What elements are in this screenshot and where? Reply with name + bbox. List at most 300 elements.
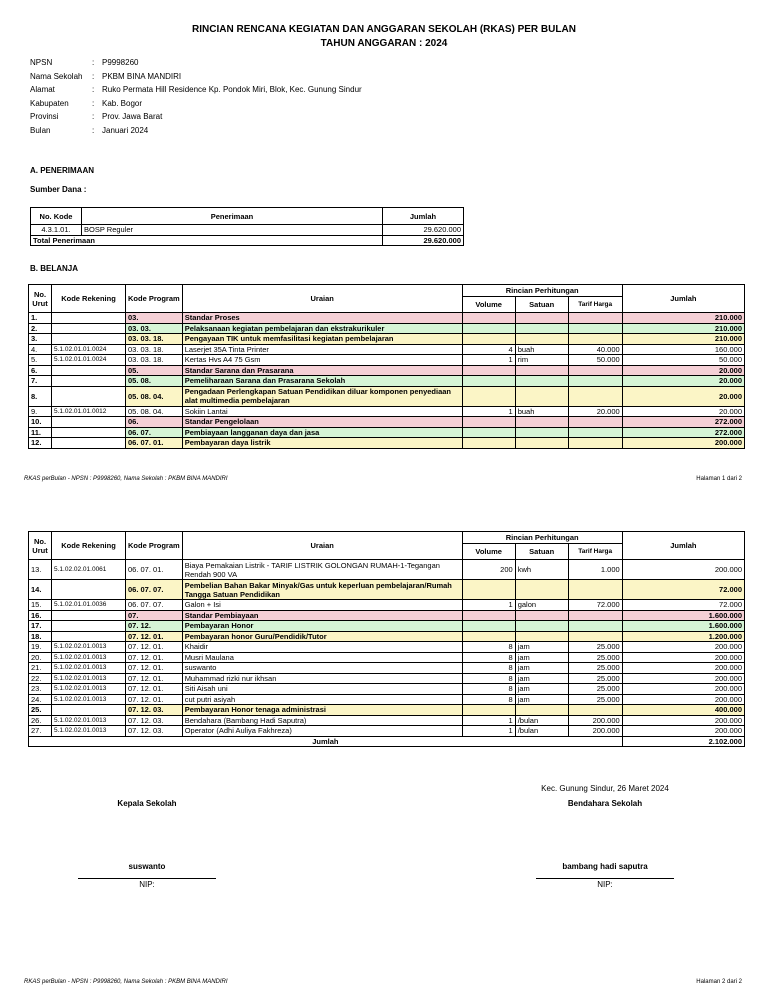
footer-text-page1: RKAS perBulan - NPSN : P9998260, Nama Sekolah : PKBM BINA MANDIRI <box>24 476 228 482</box>
cell-jumlah: 272.000 <box>622 417 744 428</box>
col-rincian: Rincian Perhitungan <box>462 285 622 297</box>
cell-volume <box>462 386 515 406</box>
col-no-urut: No. Urut <box>29 532 52 560</box>
cell-no: 25. <box>29 705 52 716</box>
cell-jumlah: 72.000 <box>622 580 744 600</box>
cell-tarif <box>568 580 622 600</box>
col-uraian: Uraian <box>182 532 462 560</box>
cell-tarif: 25.000 <box>568 642 622 653</box>
cell-kode-rekening <box>52 438 126 449</box>
cell-tarif: 25.000 <box>568 652 622 663</box>
cell-tarif: 25.000 <box>568 694 622 705</box>
cell-satuan <box>515 417 568 428</box>
table-row <box>29 417 745 428</box>
cell-no: 21. <box>29 663 52 674</box>
cell-kode-program: 03. 03. 18. <box>126 355 183 366</box>
cell-no: 2. <box>29 323 52 334</box>
cell-satuan <box>515 438 568 449</box>
cell-uraian: Muhammad rizki nur ikhsan <box>182 673 462 684</box>
cell-jumlah: 20.000 <box>622 386 744 406</box>
cell-volume: 8 <box>462 684 515 695</box>
cell-no: 9. <box>29 406 52 417</box>
penerimaan-table <box>30 207 464 246</box>
section-penerimaan-heading: A. PENERIMAAN <box>30 166 95 175</box>
table-row <box>29 642 745 653</box>
cell-jumlah: 200.000 <box>622 673 744 684</box>
right-signer-title: Bendahara Sekolah <box>567 799 643 808</box>
cell-jumlah: 200.000 <box>622 642 744 653</box>
cell-no: 22. <box>29 673 52 684</box>
cell-kode-program: 03. 03. <box>126 323 183 334</box>
place-date: Kec. Gunung Sindur, 26 Maret 2024 <box>541 784 669 793</box>
table-row <box>29 355 745 366</box>
cell-volume: 8 <box>462 652 515 663</box>
cell-kode-rekening: 5.1.02.02.01.0013 <box>52 684 126 695</box>
cell-kode-rekening: 5.1.02.02.01.0013 <box>52 715 126 726</box>
cell-no: 5. <box>29 355 52 366</box>
total-row <box>29 736 745 747</box>
cell-satuan: buah <box>515 344 568 355</box>
cell-tarif: 25.000 <box>568 684 622 695</box>
cell-uraian: Khaidir <box>182 642 462 653</box>
cell-volume <box>462 417 515 428</box>
left-nip: NIP: <box>139 880 155 889</box>
cell-kode-rekening <box>52 580 126 600</box>
belanja-table-page2 <box>28 531 745 747</box>
cell-kode-program: 06. 07. 07. <box>126 600 183 611</box>
cell-jumlah: 1.600.000 <box>622 610 744 621</box>
cell-kode-rekening <box>52 610 126 621</box>
cell-tarif <box>568 427 622 438</box>
info-colon: : <box>92 85 95 95</box>
table-row <box>29 344 745 355</box>
cell-no: 19. <box>29 642 52 653</box>
cell-kode-program: 07. 12. 03. <box>126 705 183 716</box>
left-signer-title: Kepala Sekolah <box>117 799 177 808</box>
cell-volume: 1 <box>462 715 515 726</box>
cell-volume <box>462 334 515 345</box>
cell-kode-program: 07. 12. 01. <box>126 684 183 695</box>
cell-kode-program: 07. 12. 01. <box>126 652 183 663</box>
cell-kode-rekening <box>52 313 126 324</box>
cell-tarif <box>568 417 622 428</box>
cell-volume: 1 <box>462 726 515 737</box>
cell-jumlah: 20.000 <box>622 376 744 387</box>
cell-tarif <box>568 705 622 716</box>
cell-no: 10. <box>29 417 52 428</box>
cell-kode-program: 05. <box>126 365 183 376</box>
footer-page2: Halaman 2 dari 2 <box>696 979 742 985</box>
info-colon: : <box>92 98 95 108</box>
cell-kode-program: 07. 12. 01. <box>126 673 183 684</box>
cell-kode-rekening: 5.1.02.02.01.0061 <box>52 560 126 580</box>
cell-kode-rekening: 5.1.02.02.01.0013 <box>52 694 126 705</box>
info-value: Ruko Permata Hill Residence Kp. Pondok Miri, Blok, Kec. Gunung Sindur <box>102 85 362 95</box>
cell-jumlah: 20.000 <box>622 365 744 376</box>
total-amount: 2.102.000 <box>622 736 744 747</box>
cell-satuan: jam <box>515 663 568 674</box>
cell-volume <box>462 313 515 324</box>
cell-no: 13. <box>29 560 52 580</box>
table-row <box>29 610 745 621</box>
cell-no: 7. <box>29 376 52 387</box>
cell-jumlah: 200.000 <box>622 560 744 580</box>
cell-tarif <box>568 365 622 376</box>
table-row <box>29 560 745 580</box>
cell-tarif: 20.000 <box>568 406 622 417</box>
col-penerimaan: Penerimaan <box>82 208 383 225</box>
footer-page1: Halaman 1 dari 2 <box>696 476 742 482</box>
cell-kode-rekening: 5.1.02.01.01.0036 <box>52 600 126 611</box>
cell-jumlah: 200.000 <box>622 726 744 737</box>
col-kode-program: Kode Program <box>126 532 183 560</box>
right-signature-line <box>536 878 674 879</box>
cell-kode-program: 05. 08. 04. <box>126 386 183 406</box>
info-key: Provinsi <box>30 112 59 122</box>
cell-uraian: Musri Maulana <box>182 652 462 663</box>
footer-text-page2: RKAS perBulan - NPSN : P9998260, Nama Sekolah : PKBM BINA MANDIRI <box>24 979 228 985</box>
cell-tarif <box>568 334 622 345</box>
cell-no: 11. <box>29 427 52 438</box>
table-row <box>29 621 745 632</box>
cell-uraian: cut putri asiyah <box>182 694 462 705</box>
cell-tarif: 25.000 <box>568 673 622 684</box>
table-row <box>29 334 745 345</box>
cell-jumlah: 160.000 <box>622 344 744 355</box>
col-jumlah: Jumlah <box>622 285 744 313</box>
left-signer-name: suswanto <box>128 862 166 871</box>
cell-tarif: 200.000 <box>568 726 622 737</box>
cell-jumlah: 400.000 <box>622 705 744 716</box>
table-row <box>29 600 745 611</box>
cell-name: BOSP Reguler <box>82 225 383 236</box>
total-label: Jumlah <box>29 736 623 747</box>
cell-tarif: 25.000 <box>568 663 622 674</box>
cell-no: 12. <box>29 438 52 449</box>
cell-volume: 8 <box>462 642 515 653</box>
belanja-table-page1 <box>28 284 745 449</box>
cell-uraian: Standar Proses <box>182 313 462 324</box>
cell-no: 27. <box>29 726 52 737</box>
cell-no: 26. <box>29 715 52 726</box>
cell-kode-rekening: 5.1.02.01.01.0012 <box>52 406 126 417</box>
cell-volume <box>462 323 515 334</box>
cell-kode-rekening: 5.1.02.01.01.0024 <box>52 344 126 355</box>
table-row <box>29 406 745 417</box>
cell-no: 3. <box>29 334 52 345</box>
cell-kode-program: 07. 12. <box>126 621 183 632</box>
col-tarif: Tarif Harga <box>568 297 622 313</box>
cell-satuan: /bulan <box>515 715 568 726</box>
cell-volume: 1 <box>462 355 515 366</box>
table-row <box>29 313 745 324</box>
cell-uraian: Standar Pembiayaan <box>182 610 462 621</box>
info-key: NPSN <box>30 58 53 67</box>
left-signature-line <box>78 878 216 879</box>
info-row <box>30 83 362 97</box>
cell-satuan: jam <box>515 684 568 695</box>
cell-satuan <box>515 427 568 438</box>
cell-volume: 1 <box>462 600 515 611</box>
cell-volume: 8 <box>462 673 515 684</box>
right-nip: NIP: <box>597 880 613 889</box>
cell-tarif: 1.000 <box>568 560 622 580</box>
cell-uraian: Siti Aisah uni <box>182 684 462 695</box>
cell-jumlah: 50.000 <box>622 355 744 366</box>
cell-kode-rekening <box>52 705 126 716</box>
col-jumlah: Jumlah <box>622 532 744 560</box>
cell-jumlah: 272.000 <box>622 427 744 438</box>
cell-volume: 200 <box>462 560 515 580</box>
cell-uraian: Pembiayaan langganan daya dan jasa <box>182 427 462 438</box>
cell-kode-program: 05. 08. <box>126 376 183 387</box>
right-signer-name: bambang hadi saputra <box>562 862 648 871</box>
cell-volume: 8 <box>462 694 515 705</box>
cell-kode-rekening: 5.1.02.01.01.0024 <box>52 355 126 366</box>
cell-no: 1. <box>29 313 52 324</box>
table-row <box>29 323 745 334</box>
cell-kode-rekening <box>52 386 126 406</box>
table-row <box>29 673 745 684</box>
cell-satuan <box>515 631 568 642</box>
table-row <box>29 438 745 449</box>
cell-uraian: Standar Sarana dan Prasarana <box>182 365 462 376</box>
cell-jumlah: 200.000 <box>622 663 744 674</box>
cell-tarif <box>568 621 622 632</box>
table-row <box>29 694 745 705</box>
cell-jumlah: 210.000 <box>622 313 744 324</box>
info-row <box>30 124 362 138</box>
cell-satuan: buah <box>515 406 568 417</box>
cell-volume <box>462 438 515 449</box>
col-tarif: Tarif Harga <box>568 544 622 560</box>
cell-uraian: Pembayaran honor Guru/Pendidik/Tutor <box>182 631 462 642</box>
cell-code: 4.3.1.01. <box>31 225 82 236</box>
cell-kode-rekening: 5.1.02.02.01.0013 <box>52 642 126 653</box>
cell-kode-rekening <box>52 365 126 376</box>
table-row <box>29 705 745 716</box>
cell-tarif: 72.000 <box>568 600 622 611</box>
cell-satuan <box>515 334 568 345</box>
table-row <box>29 684 745 695</box>
cell-kode-program: 07. 12. 03. <box>126 726 183 737</box>
cell-uraian: Operator (Adhi Auliya Fakhreza) <box>182 726 462 737</box>
cell-uraian: Pembayaran daya listrik <box>182 438 462 449</box>
info-key: Nama Sekolah <box>30 71 83 81</box>
cell-volume <box>462 365 515 376</box>
cell-satuan: jam <box>515 673 568 684</box>
cell-uraian: Pembelian Bahan Bakar Minyak/Gas untuk keperluan pembelajaran/Rumah Tangga Satuan Pendidikan <box>182 580 462 600</box>
cell-kode-rekening <box>52 621 126 632</box>
cell-satuan <box>515 610 568 621</box>
cell-kode-rekening: 5.1.02.02.01.0013 <box>52 652 126 663</box>
cell-jumlah: 200.000 <box>622 684 744 695</box>
cell-satuan: rim <box>515 355 568 366</box>
cell-no: 24. <box>29 694 52 705</box>
cell-kode-rekening: 5.1.02.02.01.0013 <box>52 726 126 737</box>
info-value: Januari 2024 <box>102 125 149 135</box>
cell-satuan: jam <box>515 642 568 653</box>
sumber-dana-label: Sumber Dana : <box>30 185 87 194</box>
cell-kode-rekening <box>52 376 126 387</box>
document-title: RINCIAN RENCANA KEGIATAN DAN ANGGARAN SEKOLAH (RKAS) PER BULAN <box>192 24 576 35</box>
col-no-kode: No. Kode <box>31 208 82 225</box>
cell-satuan <box>515 376 568 387</box>
cell-jumlah: 210.000 <box>622 323 744 334</box>
cell-uraian: Galon + Isi <box>182 600 462 611</box>
cell-tarif <box>568 610 622 621</box>
cell-jumlah: 20.000 <box>622 406 744 417</box>
school-info <box>30 56 362 138</box>
cell-amount: 29.620.000 <box>383 225 464 236</box>
cell-no: 15. <box>29 600 52 611</box>
cell-kode-rekening <box>52 417 126 428</box>
info-colon: : <box>92 125 95 135</box>
cell-tarif: 50.000 <box>568 355 622 366</box>
cell-satuan: jam <box>515 694 568 705</box>
info-row <box>30 56 362 70</box>
cell-kode-rekening <box>52 631 126 642</box>
cell-uraian: Kertas Hvs A4 75 Gsm <box>182 355 462 366</box>
cell-kode-program: 07. 12. 01. <box>126 631 183 642</box>
cell-uraian: Standar Pengelolaan <box>182 417 462 428</box>
cell-no: 14. <box>29 580 52 600</box>
document-subtitle: TAHUN ANGGARAN : 2024 <box>320 38 448 49</box>
total-amount: 29.620.000 <box>383 235 464 246</box>
cell-no: 16. <box>29 610 52 621</box>
cell-tarif <box>568 313 622 324</box>
cell-uraian: Bendahara (Bambang Hadi Saputra) <box>182 715 462 726</box>
cell-satuan <box>515 580 568 600</box>
cell-volume <box>462 376 515 387</box>
table-row <box>29 580 745 600</box>
table-row <box>29 715 745 726</box>
cell-kode-rekening: 5.1.02.02.01.0013 <box>52 663 126 674</box>
table-row <box>29 663 745 674</box>
cell-uraian: Pengadaan Perlengkapan Satuan Pendidikan diluar komponen penyediaan alat multimedia pembelajaran <box>182 386 462 406</box>
cell-kode-rekening <box>52 427 126 438</box>
cell-kode-rekening: 5.1.02.02.01.0013 <box>52 673 126 684</box>
col-kode-rekening: Kode Rekening <box>52 532 126 560</box>
info-value: Kab. Bogor <box>102 98 143 108</box>
total-row <box>31 235 464 246</box>
cell-no: 4. <box>29 344 52 355</box>
cell-no: 6. <box>29 365 52 376</box>
cell-jumlah: 200.000 <box>622 694 744 705</box>
cell-kode-program: 07. 12. 01. <box>126 694 183 705</box>
cell-jumlah: 200.000 <box>622 652 744 663</box>
cell-volume: 8 <box>462 663 515 674</box>
cell-satuan <box>515 386 568 406</box>
info-colon: : <box>92 71 95 81</box>
cell-kode-program: 05. 08. 04. <box>126 406 183 417</box>
table-row <box>31 225 464 236</box>
cell-satuan <box>515 323 568 334</box>
cell-satuan <box>515 313 568 324</box>
total-label: Total Penerimaan <box>31 235 383 246</box>
col-jumlah: Jumlah <box>383 208 464 225</box>
info-key: Bulan <box>30 125 51 135</box>
cell-uraian: Pembayaran Honor tenaga administrasi <box>182 705 462 716</box>
info-row <box>30 110 362 124</box>
cell-volume <box>462 631 515 642</box>
cell-volume <box>462 610 515 621</box>
cell-volume <box>462 705 515 716</box>
cell-uraian: Laserjet 35A Tinta Printer <box>182 344 462 355</box>
cell-no: 20. <box>29 652 52 663</box>
info-row <box>30 97 362 111</box>
cell-volume: 4 <box>462 344 515 355</box>
cell-satuan: /bulan <box>515 726 568 737</box>
cell-satuan: jam <box>515 652 568 663</box>
cell-tarif: 200.000 <box>568 715 622 726</box>
cell-uraian: Pembayaran Honor <box>182 621 462 632</box>
cell-kode-program: 06. 07. 07. <box>126 580 183 600</box>
cell-satuan <box>515 705 568 716</box>
table-row <box>29 386 745 406</box>
info-key: Kabupaten <box>30 98 69 108</box>
info-row <box>30 70 362 84</box>
cell-uraian: Pelaksanaan kegiatan pembelajaran dan ekstrakurikuler <box>182 323 462 334</box>
cell-jumlah: 72.000 <box>622 600 744 611</box>
cell-uraian: Sokiin Lantai <box>182 406 462 417</box>
col-rincian: Rincian Perhitungan <box>462 532 622 544</box>
cell-satuan <box>515 365 568 376</box>
cell-kode-rekening <box>52 334 126 345</box>
cell-kode-program: 03. 03. 18. <box>126 334 183 345</box>
col-satuan: Satuan <box>515 297 568 313</box>
info-value: PKBM BINA MANDIRI <box>102 71 182 81</box>
info-value: P9998260 <box>102 58 139 67</box>
info-key: Alamat <box>30 85 55 95</box>
cell-tarif <box>568 438 622 449</box>
cell-jumlah: 1.200.000 <box>622 631 744 642</box>
cell-kode-program: 06. 07. <box>126 427 183 438</box>
col-kode-program: Kode Program <box>126 285 183 313</box>
cell-kode-program: 06. <box>126 417 183 428</box>
table-row <box>29 652 745 663</box>
col-no-urut: No. Urut <box>29 285 52 313</box>
section-belanja-heading: B. BELANJA <box>30 264 79 273</box>
col-uraian: Uraian <box>182 285 462 313</box>
table-row <box>29 631 745 642</box>
cell-jumlah: 210.000 <box>622 334 744 345</box>
cell-kode-program: 07. 12. 03. <box>126 715 183 726</box>
table-row <box>29 376 745 387</box>
cell-uraian: suswanto <box>182 663 462 674</box>
cell-uraian: Pengayaan TIK untuk memfasilitasi kegiatan pembelajaran <box>182 334 462 345</box>
cell-jumlah: 1.600.000 <box>622 621 744 632</box>
col-satuan: Satuan <box>515 544 568 560</box>
cell-kode-program: 03. 03. 18. <box>126 344 183 355</box>
cell-satuan: kwh <box>515 560 568 580</box>
cell-kode-program: 06. 07. 01. <box>126 560 183 580</box>
cell-tarif <box>568 386 622 406</box>
cell-tarif: 40.000 <box>568 344 622 355</box>
cell-tarif <box>568 376 622 387</box>
cell-kode-program: 07. <box>126 610 183 621</box>
table-row <box>29 726 745 737</box>
cell-volume <box>462 621 515 632</box>
cell-kode-program: 06. 07. 01. <box>126 438 183 449</box>
cell-satuan: galon <box>515 600 568 611</box>
cell-jumlah: 200.000 <box>622 715 744 726</box>
table-row <box>29 365 745 376</box>
cell-tarif <box>568 323 622 334</box>
cell-kode-program: 03. <box>126 313 183 324</box>
table-row <box>29 427 745 438</box>
cell-kode-rekening <box>52 323 126 334</box>
